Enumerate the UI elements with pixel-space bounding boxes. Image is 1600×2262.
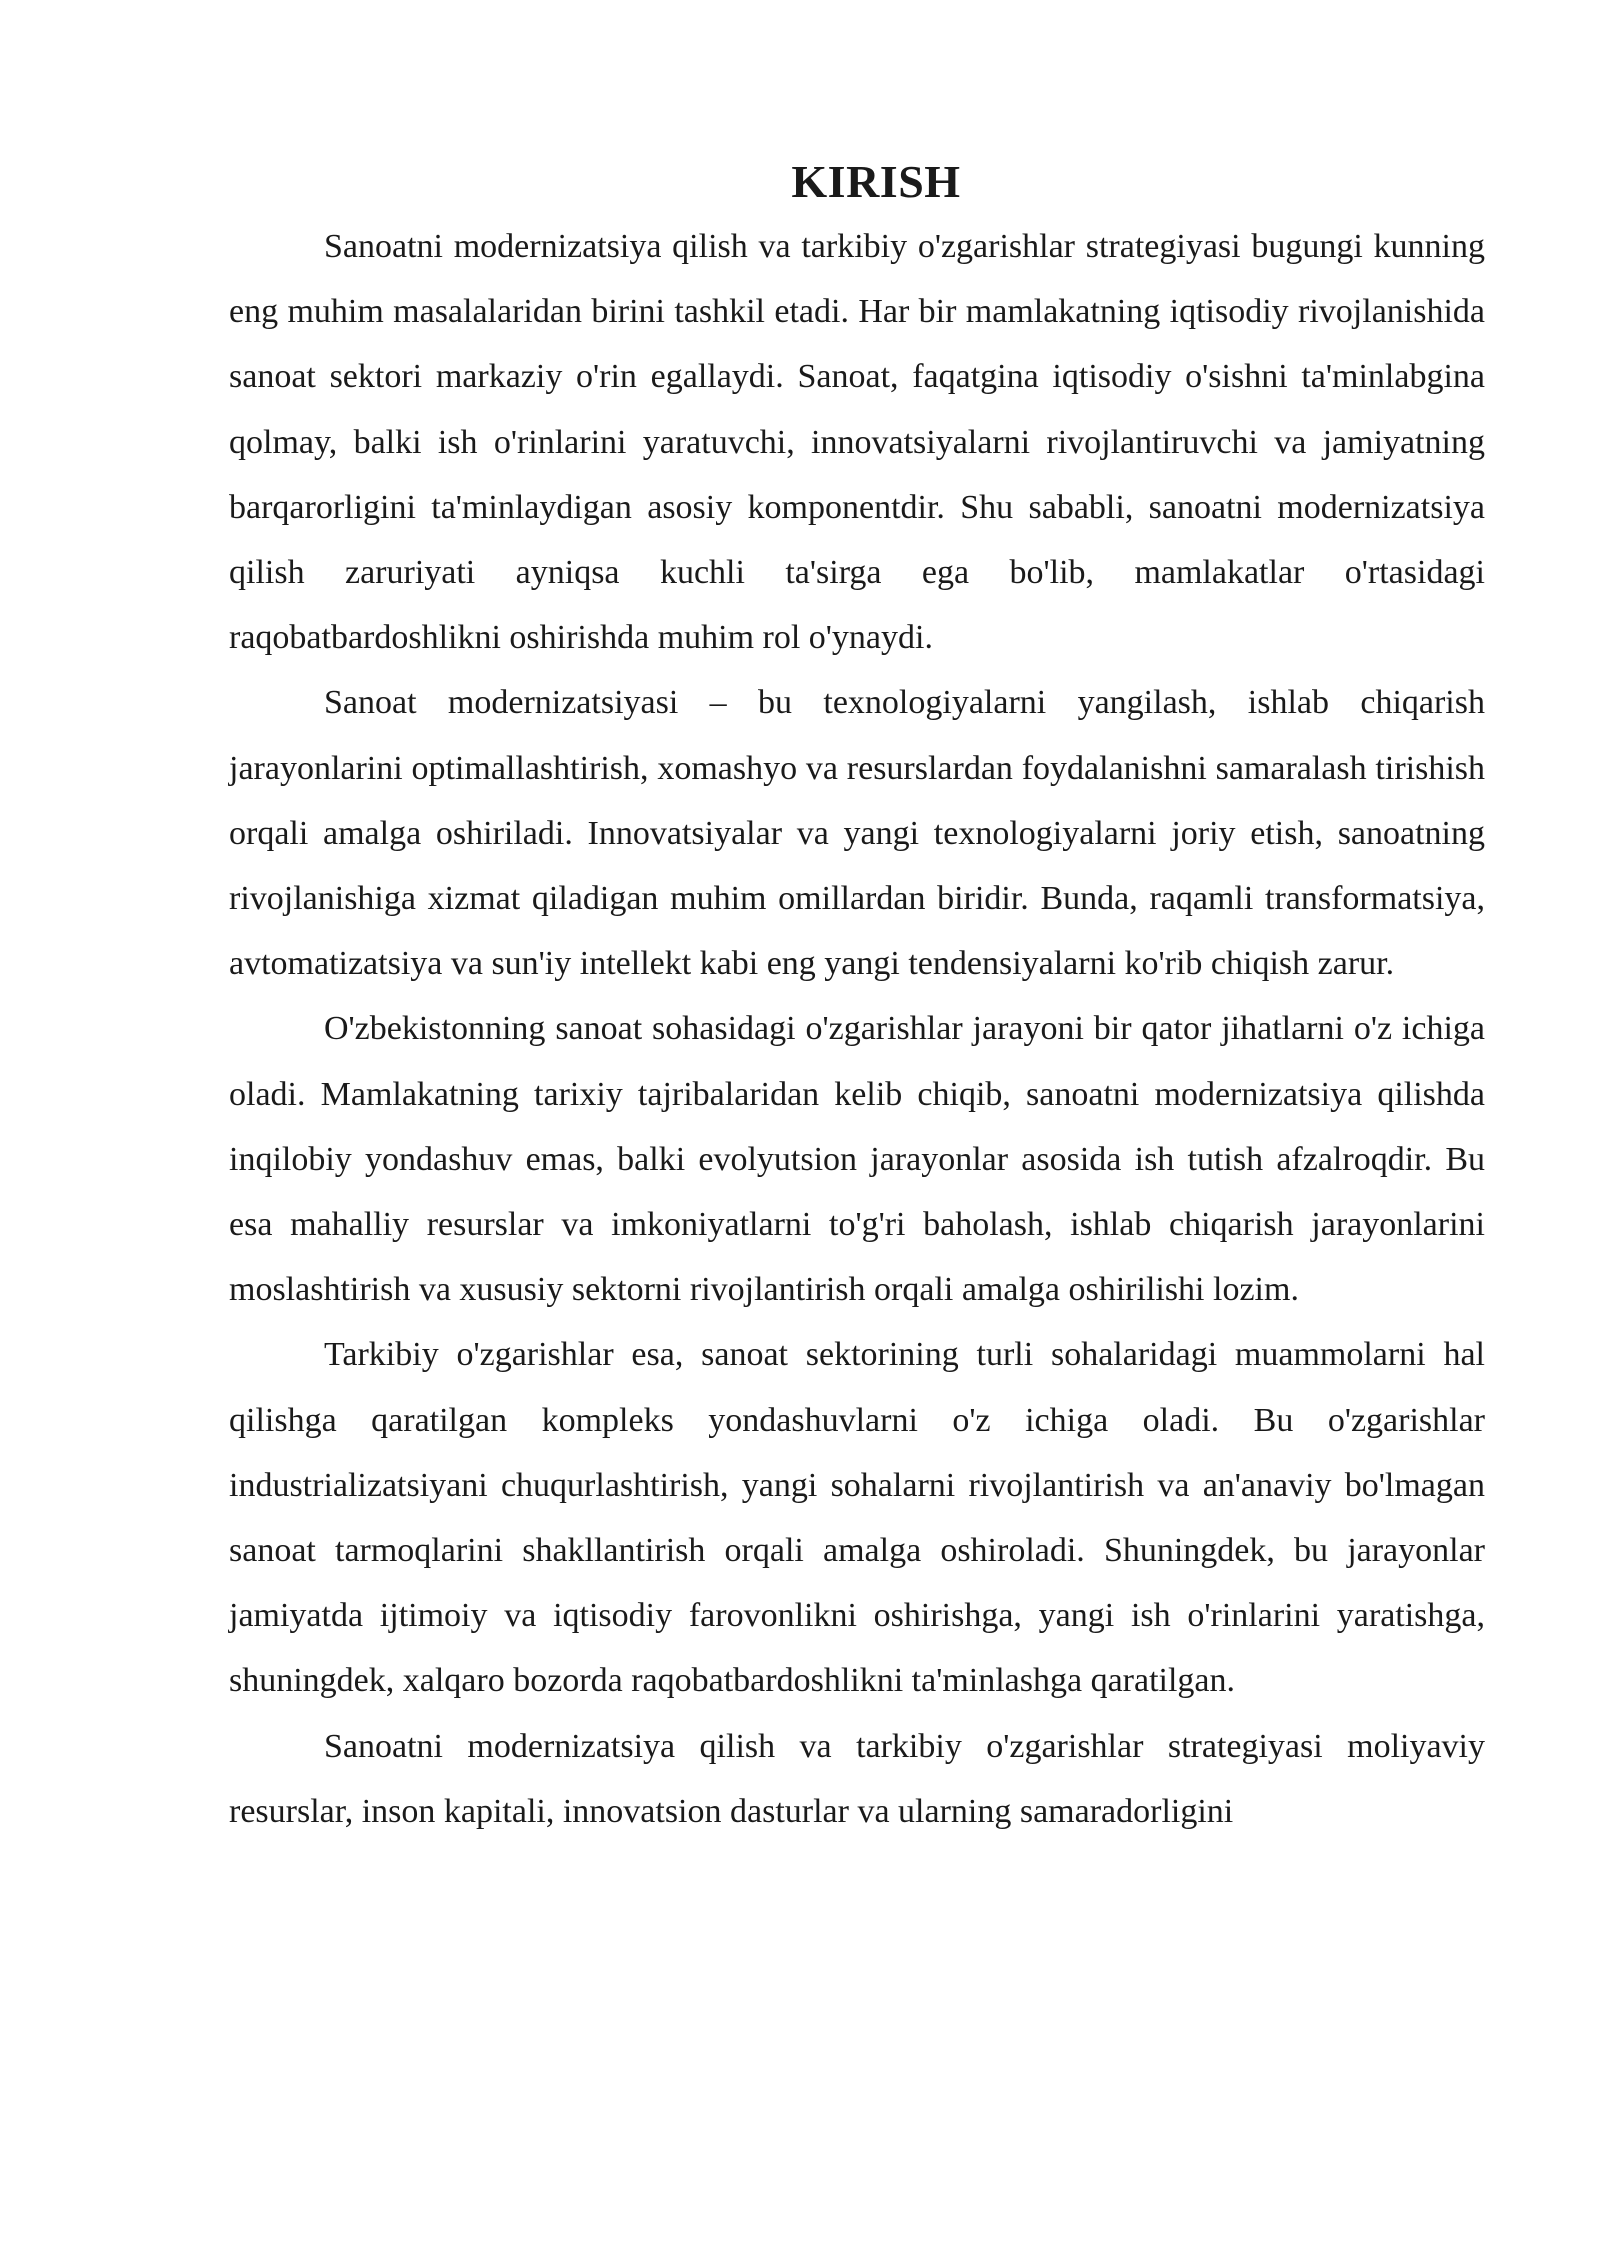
paragraph-5: Sanoatni modernizatsiya qilish va tarkibiy o'zgarishlar strategiyasi moliyaviy resurslar, inson kapitali, innovatsion dasturlar va ularning samaradorligini xyxy=(229,1727,1485,1830)
paragraph-2: Sanoat modernizatsiyasi – bu texnologiyalarni yangilash, ishlab chiqarish jarayonlarini optimallashtirish, xomashyo va resurslardan foydalanishni samaralash tirishish orqali amalga oshiriladi. Innovatsiyalar va yangi texnologiyalarni joriy etish, sanoatning rivojlanishiga xizmat qiladigan muhim omillardan biridir. Bunda, raqamli transformatsiya, avtomatizatsiya va sun'iy intellekt kabi eng yangi tendensiyalarni ko'rib chiqish zarur. xyxy=(229,684,1485,983)
page-title: KIRISH xyxy=(791,156,961,207)
document-body xyxy=(229,150,1485,1844)
paragraph-1: Sanoatni modernizatsiya qilish va tarkibiy o'zgarishlar strategiyasi bugungi kunning eng muhim masalalaridan birini tashkil etadi. Har bir mamlakatning iqtisodiy rivojlanishida sanoat sektori markaziy o'rin egallaydi. Sanoat, faqatgina iqtisodiy o'sishni ta'minlabgina qolmay, balki ish o'rinlarini yaratuvchi, innovatsiyalarni rivojlantiruvchi va jamiyatning barqarorligini ta'minlaydigan asosiy komponentdir. Shu sababli, sanoatni modernizatsiya qilish zaruriyati ayniqsa kuchli ta'sirga ega bo'lib, mamlakatlar o'rtasidagi raqobatbardoshlikni oshirishda muhim rol o'ynaydi. xyxy=(229,228,1485,657)
paragraph-4: Tarkibiy o'zgarishlar esa, sanoat sektorining turli sohalaridagi muammolarni hal qilishga qaratilgan kompleks yondashuvlarni o'z ichiga oladi. Bu o'zgarishlar industrializatsiyani chuqurlashtirish, yangi sohalarni rivojlantirish va an'anaviy bo'lmagan sanoat tarmoqlarini shakllantirish orqali amalga oshiroladi. Shuningdek, bu jarayonlar jamiyatda ijtimoiy va iqtisodiy farovonlikni oshirishga, yangi ish o'rinlarini yaratishga, shuningdek, xalqaro bozorda raqobatbardoshlikni ta'minlashga qaratilgan. xyxy=(229,1336,1485,1700)
paragraph-3: O'zbekistonning sanoat sohasidagi o'zgarishlar jarayoni bir qator jihatlarni o'z ichiga oladi. Mamlakatning tarixiy tajribalaridan kelib chiqib, sanoatni modernizatsiya qilishda inqilobiy yondashuv emas, balki evolyutsion jarayonlar asosida ish tutish afzalroqdir. Bu esa mahalliy resurslar va imkoniyatlarni to'g'ri baholash, ishlab chiqarish jarayonlarini moslashtirish va xususiy sektorni rivojlantirish orqali amalga oshirilishi lozim. xyxy=(229,1010,1485,1309)
